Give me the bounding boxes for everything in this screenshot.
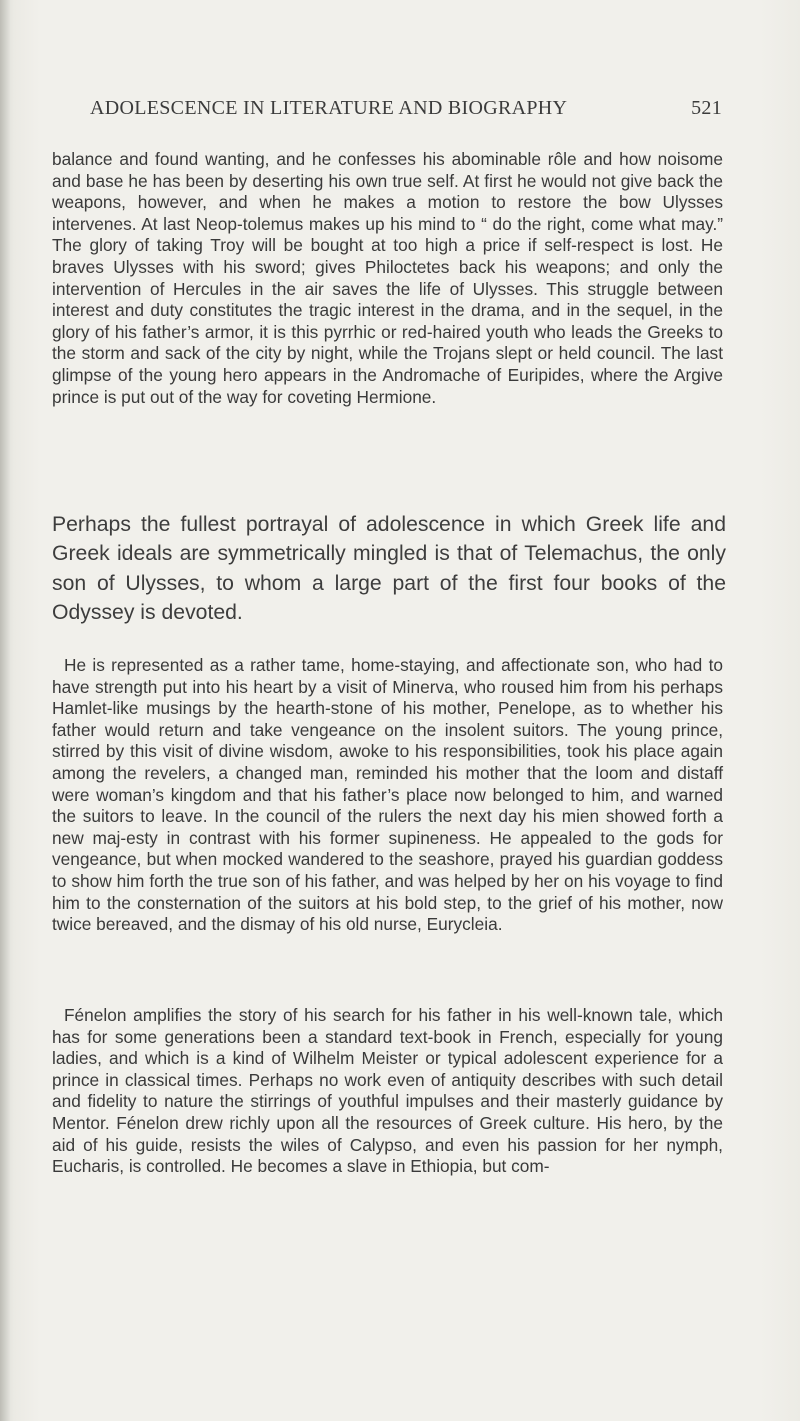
paragraph-telemachus-intro: Perhaps the fullest portrayal of adolescence in which Greek life and Greek ideals are symmetrically mingled is that of Telemachus, the only son of Ulysses, to whom a large part of the first four books of the Odyssey is devoted. — [52, 513, 726, 624]
page-number: 521 — [691, 97, 722, 119]
running-head: ADOLESCENCE IN LITERATURE AND BIOGRAPHY — [90, 97, 568, 119]
paragraph-philoctetes: balance and found wanting, and he confesses his abominable rôle and how noisome and base he has been by deserting his own true self. At first he would not give back the weapons, however, and when he makes a motion to restore the bow Ulysses intervenes. At last Neop-tolemus makes up his mind to “ do the right, come what may.” The glory of taking Troy will be bought at too high a price if self-respect is lost. He braves Ulysses with his sword; gives Philoctetes back his weapons; and only the intervention of Hercules in the air saves the life of Ulysses. This struggle between interest and duty constitutes the tragic interest in the drama, and in the sequel, in the glory of his father’s armor, it is this pyrrhic or red-haired youth who leads the Greeks to the storm and sack of the city by night, while the Trojans slept or held council. The last glimpse of the young hero appears in the Andromache of Euripides, where the Argive prince is put out of the way for coveting Hermione. — [52, 149, 723, 407]
paragraph-telemachus-description: He is represented as a rather tame, home-staying, and affectionate son, who had to have strength put into his heart by a visit of Minerva, who roused him from his perhaps Hamlet-like musings by the hearth-stone of his mother, Penelope, as to whether his father would return and take vengeance on the insolent suitors. The young prince, stirred by this visit of divine wisdom, awoke to his responsibilities, took his place again among the revelers, a changed man, reminded his mother that the loom and distaff were woman’s kingdom and that his father’s place now belonged to him, and warned the suitors to leave. In the council of the rulers the next day his mien showed forth a new maj-esty in contrast with his former supineness. He appealed to the gods for vengeance, but when mocked wandered to the seashore, prayed his guardian goddess to show him forth the true son of his father, and was helped by her on his voyage to find him to the consternation of the suitors at his bold step, to the grief of his mother, now twice bereaved, and the dismay of his old nurse, Eurycleia. — [52, 655, 723, 935]
page-gutter-shadow — [0, 0, 10, 1421]
paragraph-fenelon: Fénelon amplifies the story of his search for his father in his well-known tale, which has for some generations been a standard text-book in French, especially for young ladies, and which is a kind of Wilhelm Meister or typical adolescent experience for a prince in classical times. Perhaps no work even of antiquity describes with such detail and fidelity to nature the stirrings of youthful impulses and their masterly guidance by Mentor. Fénelon drew richly upon all the resources of Greek culture. His hero, by the aid of his guide, resists the wiles of Calypso, and even his passion for her nymph, Eucharis, is controlled. He becomes a slave in Ethiopia, but com- — [52, 1005, 723, 1177]
